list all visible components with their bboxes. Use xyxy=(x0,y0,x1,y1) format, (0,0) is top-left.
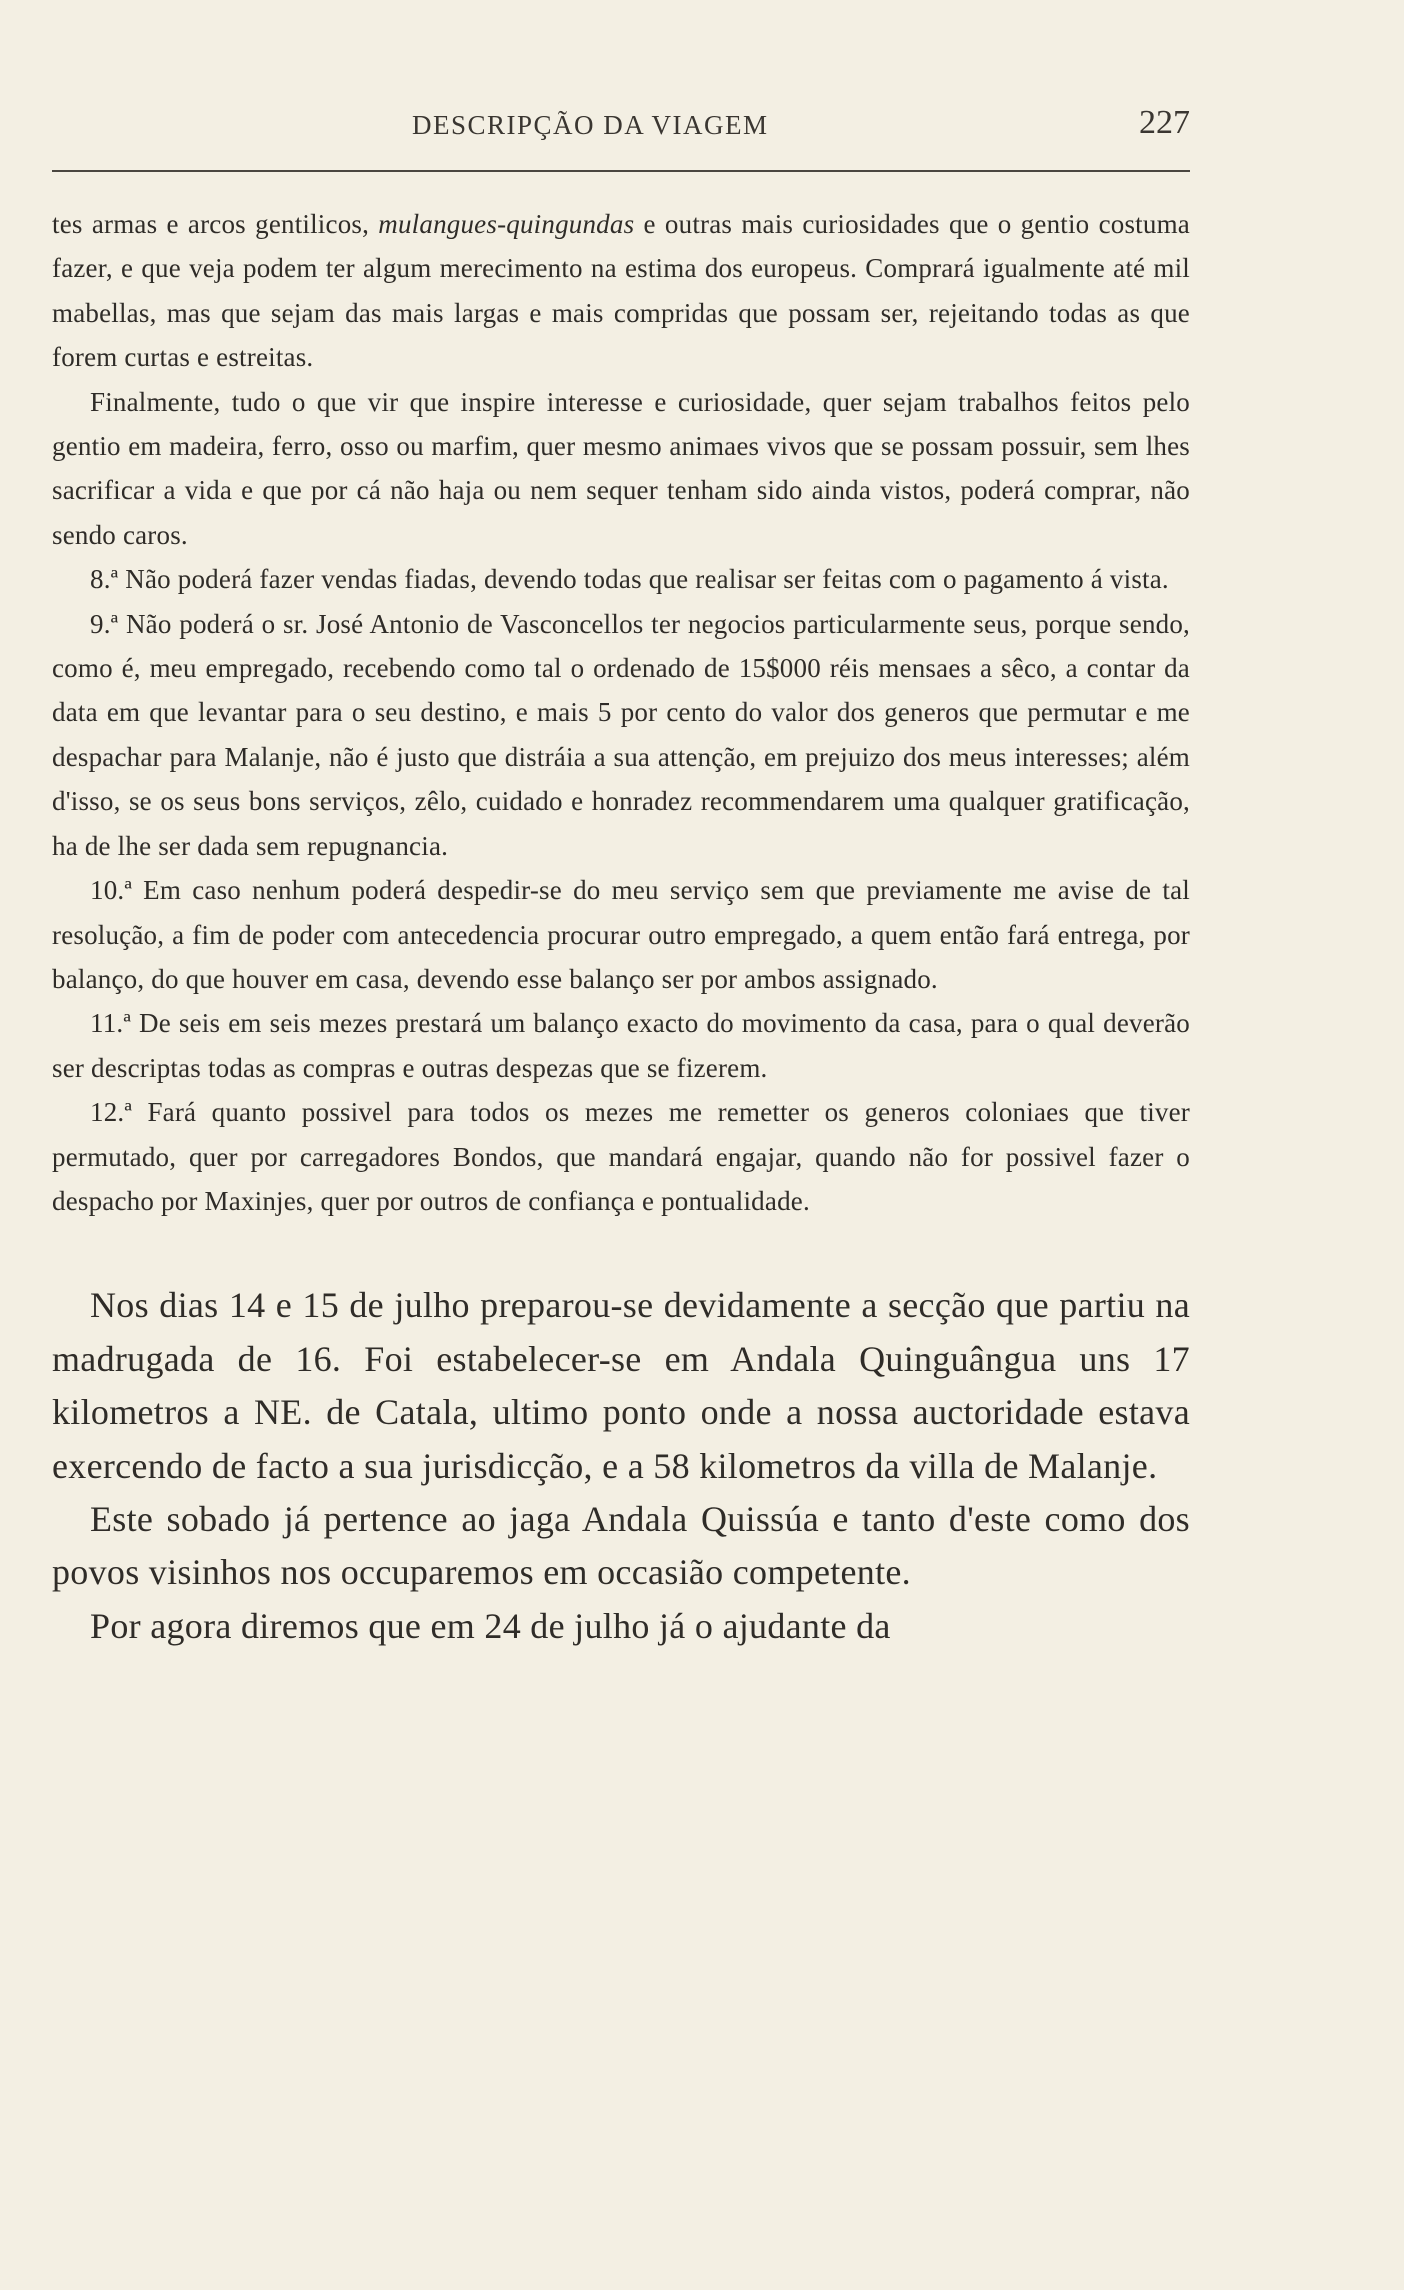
narrative-paragraph-3: Por agora diremos que em 24 de julho já o ajudante da xyxy=(90,1605,891,1646)
instructions-section xyxy=(52,202,1190,1223)
narrative-paragraph-2: Este sobado já pertence ao jaga Andala Quissúa e tanto d'este como dos povos visinhos nos occuparemos em occasião competente. xyxy=(52,1498,1190,1593)
narrative-section xyxy=(52,1279,1190,1653)
header-rule xyxy=(52,170,1190,172)
paragraph-finalmente: Finalmente, tudo o que vir que inspire interesse e curiosidade, quer sejam trabalhos feitos pelo gentio em madeira, ferro, osso ou marfim, quer mesmo animaes vivos que se possam possuir, sem lhes sacrificar a vida e que por cá não haja ou nem sequer tenham sido ainda vistos, poderá comprar, não sendo caros. xyxy=(52,386,1190,550)
paragraph-continuation: tes armas e arcos gentilicos, mulangues-quingundas e outras mais curiosidades que o gentio costuma fazer, e que veja podem ter algum merecimento na estima dos europeus. Comprará igualmente até mil mabellas, mas que sejam das mais largas e mais compridas que possam ser, rejeitando todas as que forem curtas e estreitas. xyxy=(52,209,1190,373)
italic-term: mulangues-quingundas xyxy=(378,209,635,239)
page-number: 227 xyxy=(1139,104,1190,141)
running-title: DESCRIPÇÃO DA VIAGEM xyxy=(412,110,769,140)
page-header xyxy=(52,100,1190,168)
clause-8: 8.ª Não poderá fazer vendas fiadas, devendo todas que realisar ser feitas com o pagamento á vista. xyxy=(90,564,1169,595)
book-page xyxy=(52,100,1190,1653)
clause-12: 12.ª Fará quanto possivel para todos os mezes me remetter os generos coloniaes que tiver permutado, quer por carregadores Bondos, que mandará engajar, quando não for possivel fazer o despacho por Maxinjes, quer por outros de confiança e pontualidade. xyxy=(52,1097,1190,1216)
narrative-paragraph-1: Nos dias 14 e 15 de julho preparou-se devidamente a secção que partiu na madrugada de 16. Foi estabelecer-se em Andala Quinguângua uns 17 kilometros a NE. de Catala, ultimo ponto onde a nossa auctoridade estava exercendo de facto a sua jurisdicção, e a 58 kilometros da villa de Malanje. xyxy=(52,1285,1190,1486)
clause-9: 9.ª Não poderá o sr. José Antonio de Vasconcellos ter negocios particularmente seus, porque sendo, como é, meu empregado, recebendo como tal o ordenado de 15$000 réis mensaes a sêco, a contar da data em que levantar para o seu destino, e mais 5 por cento do valor dos generos que permutar e me despachar para Malanje, não é justo que distráia a sua attenção, em prejuizo dos meus interesses; além d'isso, se os seus bons serviços, zêlo, cuidado e honradez recommendarem uma qualquer gratificação, ha de lhe ser dada sem repugnancia. xyxy=(52,608,1190,861)
clause-10: 10.ª Em caso nenhum poderá despedir-se do meu serviço sem que previamente me avise de tal resolução, a fim de poder com antecedencia procurar outro empregado, a quem então fará entrega, por balanço, do que houver em casa, devendo esse balanço ser por ambos assignado. xyxy=(52,875,1190,994)
clause-11: 11.ª De seis em seis mezes prestará um balanço exacto do movimento da casa, para o qual deverão ser descriptas todas as compras e outras despezas que se fizerem. xyxy=(52,1008,1190,1083)
